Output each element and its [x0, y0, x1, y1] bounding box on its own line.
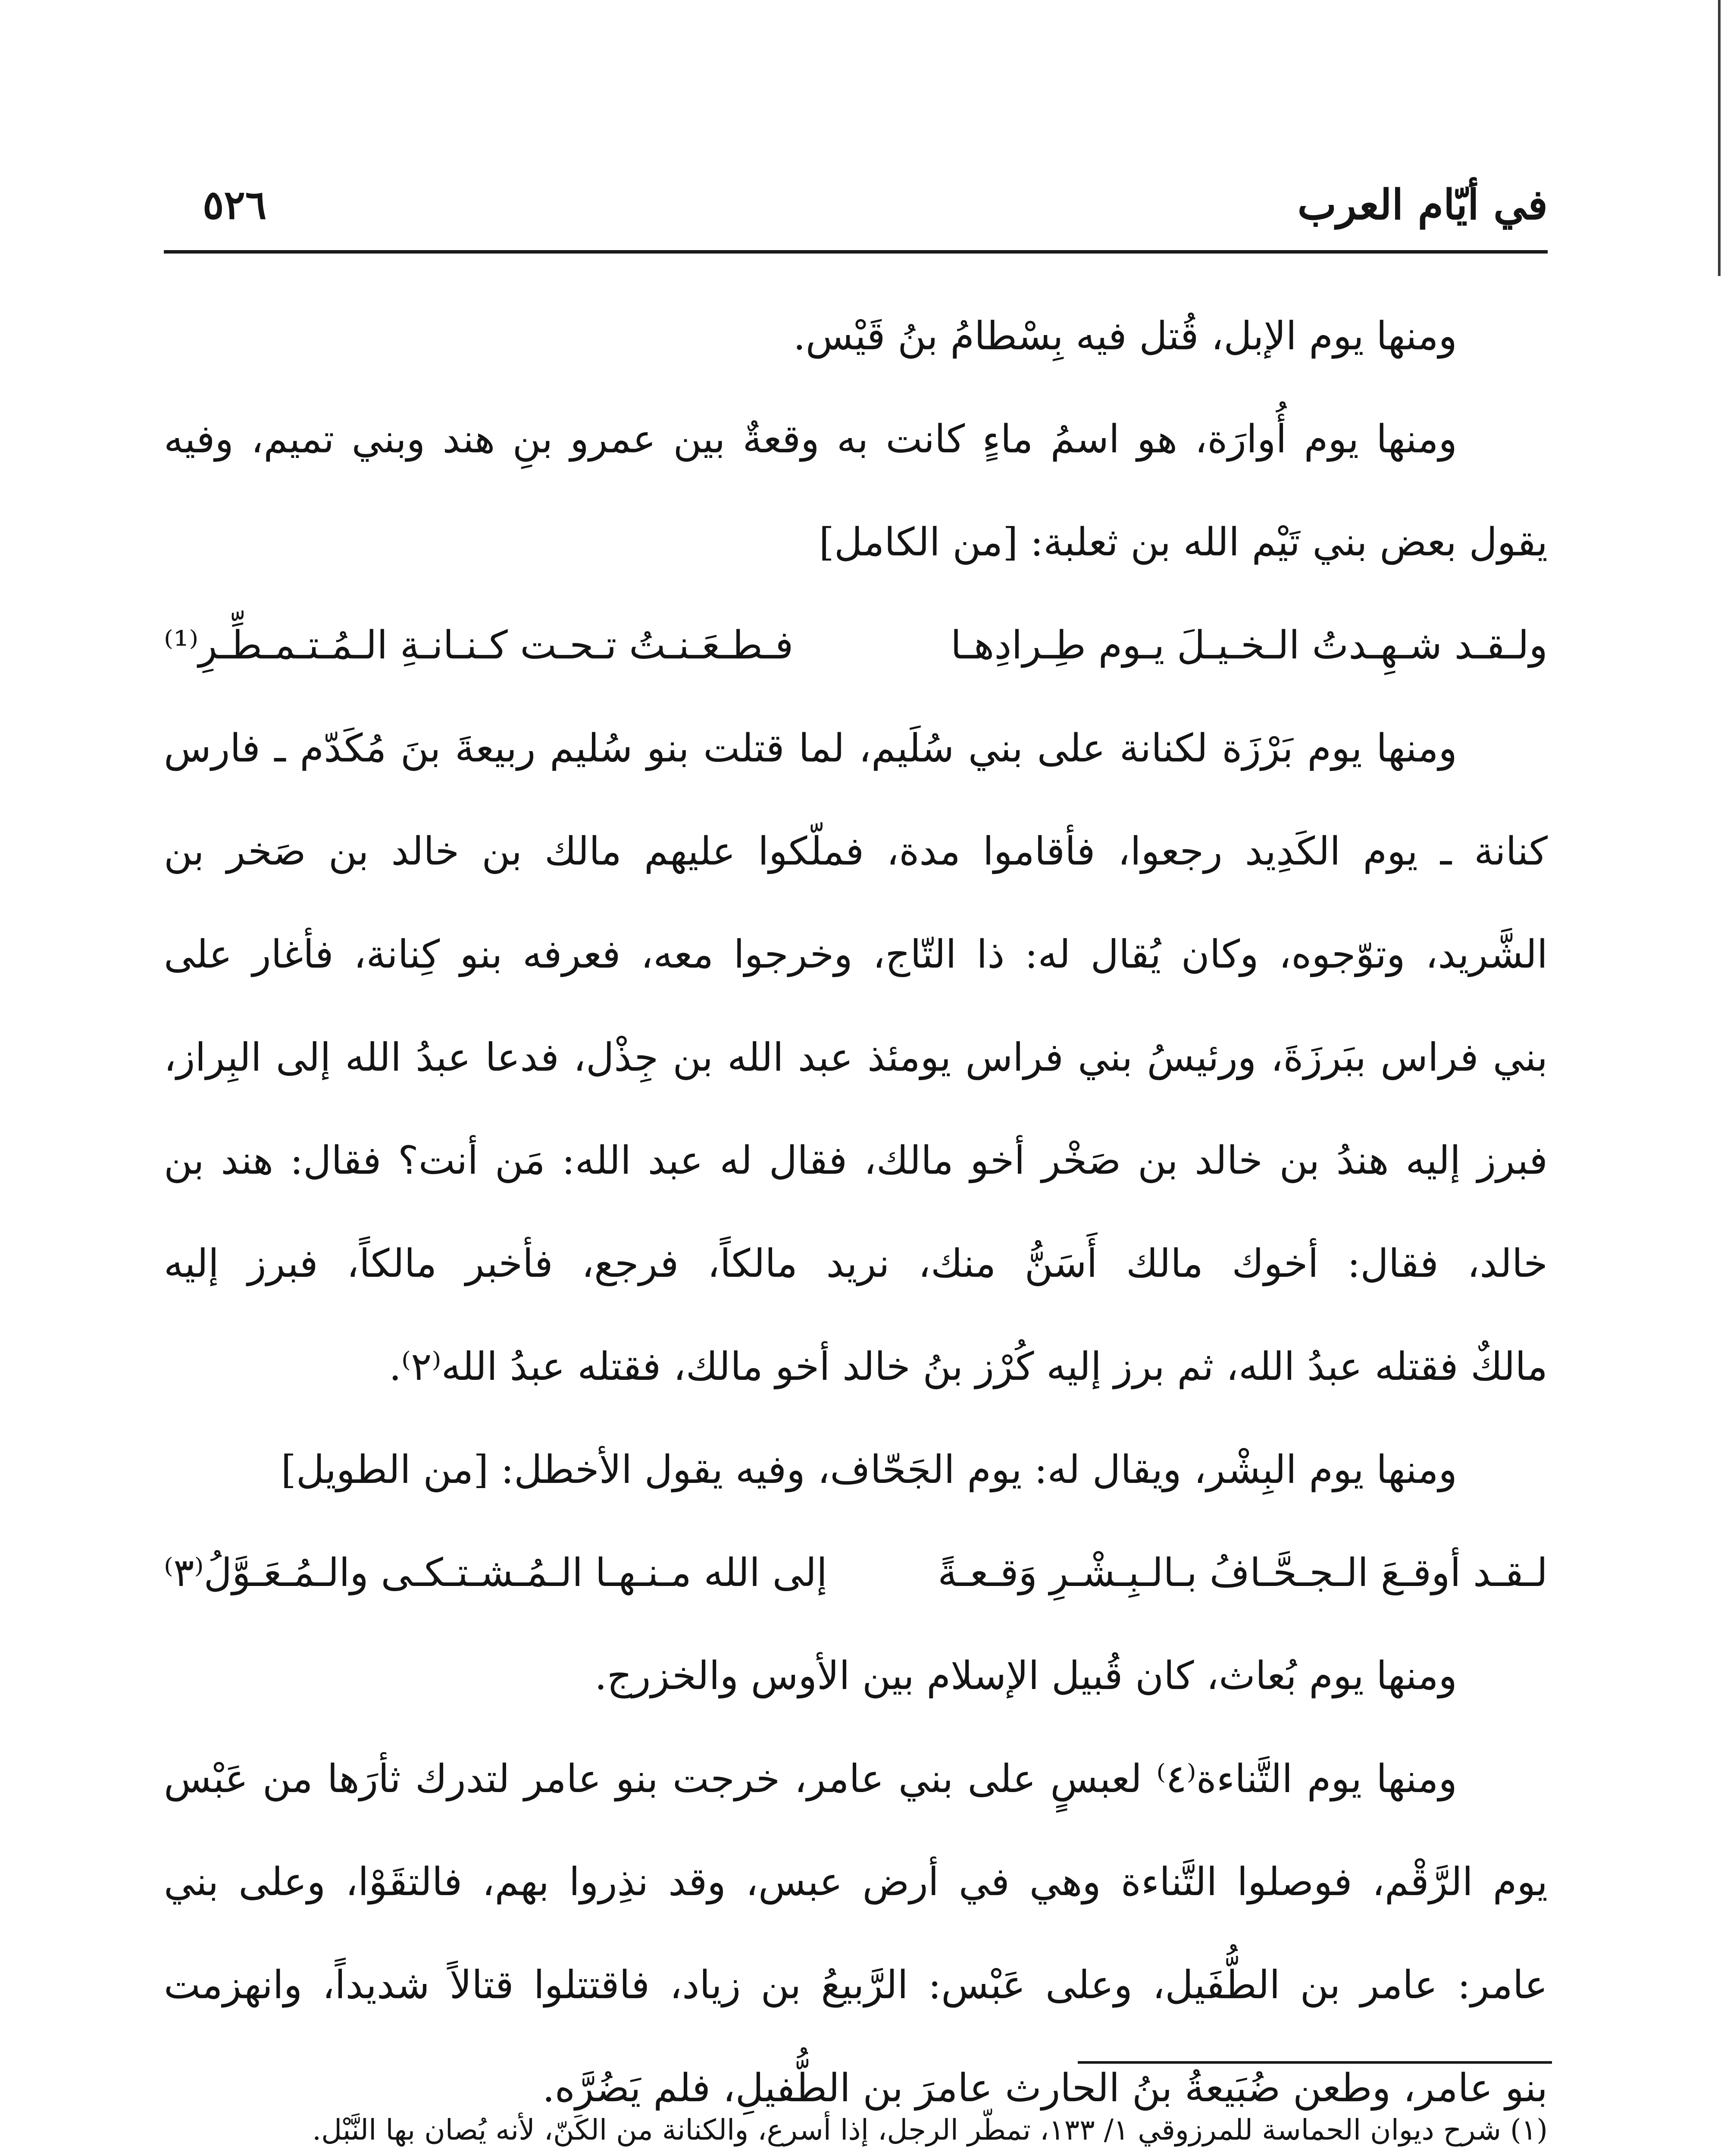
verse-second-hemistich: إلى الله مـنـهـا الـمُـشـتـكـى والـمُـعَـوَّلُ⁽٣⁾ — [164, 1550, 828, 1595]
verse-first-hemistich: لـقـد أوقـعَ الـجـحَّـافُ بـالـبِـشْـرِ وَقـعـةً — [938, 1550, 1548, 1595]
text-line: ومنها يوم بَرْزَة لكنانة على بني سُلَيم، لما قتلت بنو سُليم ربيعةَ بنَ مُكَدّم ـ فارس — [164, 726, 1457, 771]
text-line: عامر: عامر بن الطُّفَيل، وعلى عَبْس: الرَّبيعُ بن زياد، فاقتتلوا قتالاً شديداً، وانهزمت — [164, 1962, 1548, 2008]
main-text — [164, 285, 1548, 2156]
poetry-verse — [164, 1521, 1548, 1624]
verse-first-hemistich: ولـقـد شـهِـدتُ الـخـيـلَ يـوم طِـرادِهـا — [951, 623, 1548, 668]
text-line: كنانة ـ يوم الكَدِيد رجعوا، فأقاموا مدة، فملّكوا عليهم مالك بن خالد بن صَخر بن — [164, 829, 1548, 874]
header-rule — [164, 250, 1548, 254]
page-header — [164, 172, 1548, 241]
text-line: ومنها يوم البِشْر، ويقال له: يوم الجَحّاف، وفيه يقول الأخطل: [من الطويل] — [281, 1447, 1457, 1492]
text-line: ومنها يوم التَّناءة⁽٤⁾ لعبسٍ على بني عامر، خرجت بنو عامر لتدرك ثأرَها من عَبْس — [164, 1756, 1457, 1802]
text-line: فبرز إليه هندُ بن خالد بن صَخْر أخو مالك، فقال له عبد الله: مَن أنت؟ فقال: هند بن — [164, 1138, 1548, 1183]
page-number: ٥٢٦ — [203, 182, 267, 228]
footnote: (١) شرح ديوان الحماسة للمرزوقي ١/ ١٣٣، تمطّر الرجل، إذا أسرع، والكنانة من الكَنّ، لأنه يُصان بها النَّبْل. — [312, 2113, 1548, 2147]
poetry-verse — [164, 594, 1548, 697]
text-line: ومنها يوم أُوارَة، هو اسمُ ماءٍ كانت به وقعةٌ بين عمرو بنِ هند وبني تميم، وفيه — [164, 417, 1457, 462]
running-title: في أيّام العرب — [1297, 180, 1548, 229]
text-line: ومنها يوم بُعاث، كان قُبيل الإسلام بين الأوس والخزرج. — [594, 1653, 1457, 1698]
footnote-separator — [1078, 2061, 1552, 2064]
text-line: ومنها يوم الإبل، قُتل فيه بِسْطامُ بنُ قَيْس. — [793, 313, 1457, 359]
footnotes — [164, 2091, 1548, 2156]
text-line: الشَّريد، وتوّجوه، وكان يُقال له: ذا التّاج، وخرجوا معه، فعرفه بنو كِنانة، فأغار على — [164, 932, 1548, 977]
text-line: خالد، فقال: أخوك مالك أَسَنُّ منك، نريد مالكاً، فرجع، فأخبر مالكاً، فبرز إليه — [164, 1241, 1548, 1286]
scan-edge-mark — [1718, 0, 1721, 276]
text-line: بني فراس ببَرزَةَ، ورئيسُ بني فراس يومئذ عبد الله بن جِذْل، فدعا عبدُ الله إلى البِراز، — [164, 1035, 1548, 1080]
text-line: بنو عامر، وطعن ضُبَيعةُ بنُ الحارث عامرَ بن الطُّفيلِ، فلم يَضُرَّه. — [542, 2065, 1548, 2111]
verse-second-hemistich: فـطـعَـنـتُ تـحـت كـنـانـةِ الـمُـتـمـطِّـرِ⁽¹⁾ — [164, 623, 794, 668]
text-line: مالكٌ فقتله عبدُ الله، ثم برز إليه كُرْز بنُ خالد أخو مالك، فقتله عبدُ الله⁽٢⁾. — [389, 1344, 1548, 1389]
text-line: يوم الرَّقْم، فوصلوا التَّناءة وهي في أرض عبس، وقد نذِروا بهم، فالتقَوْا، وعلى بني — [164, 1859, 1548, 1905]
text-line: يقول بعض بني تَيْم الله بن ثعلبة: [من الكامل] — [819, 520, 1548, 565]
